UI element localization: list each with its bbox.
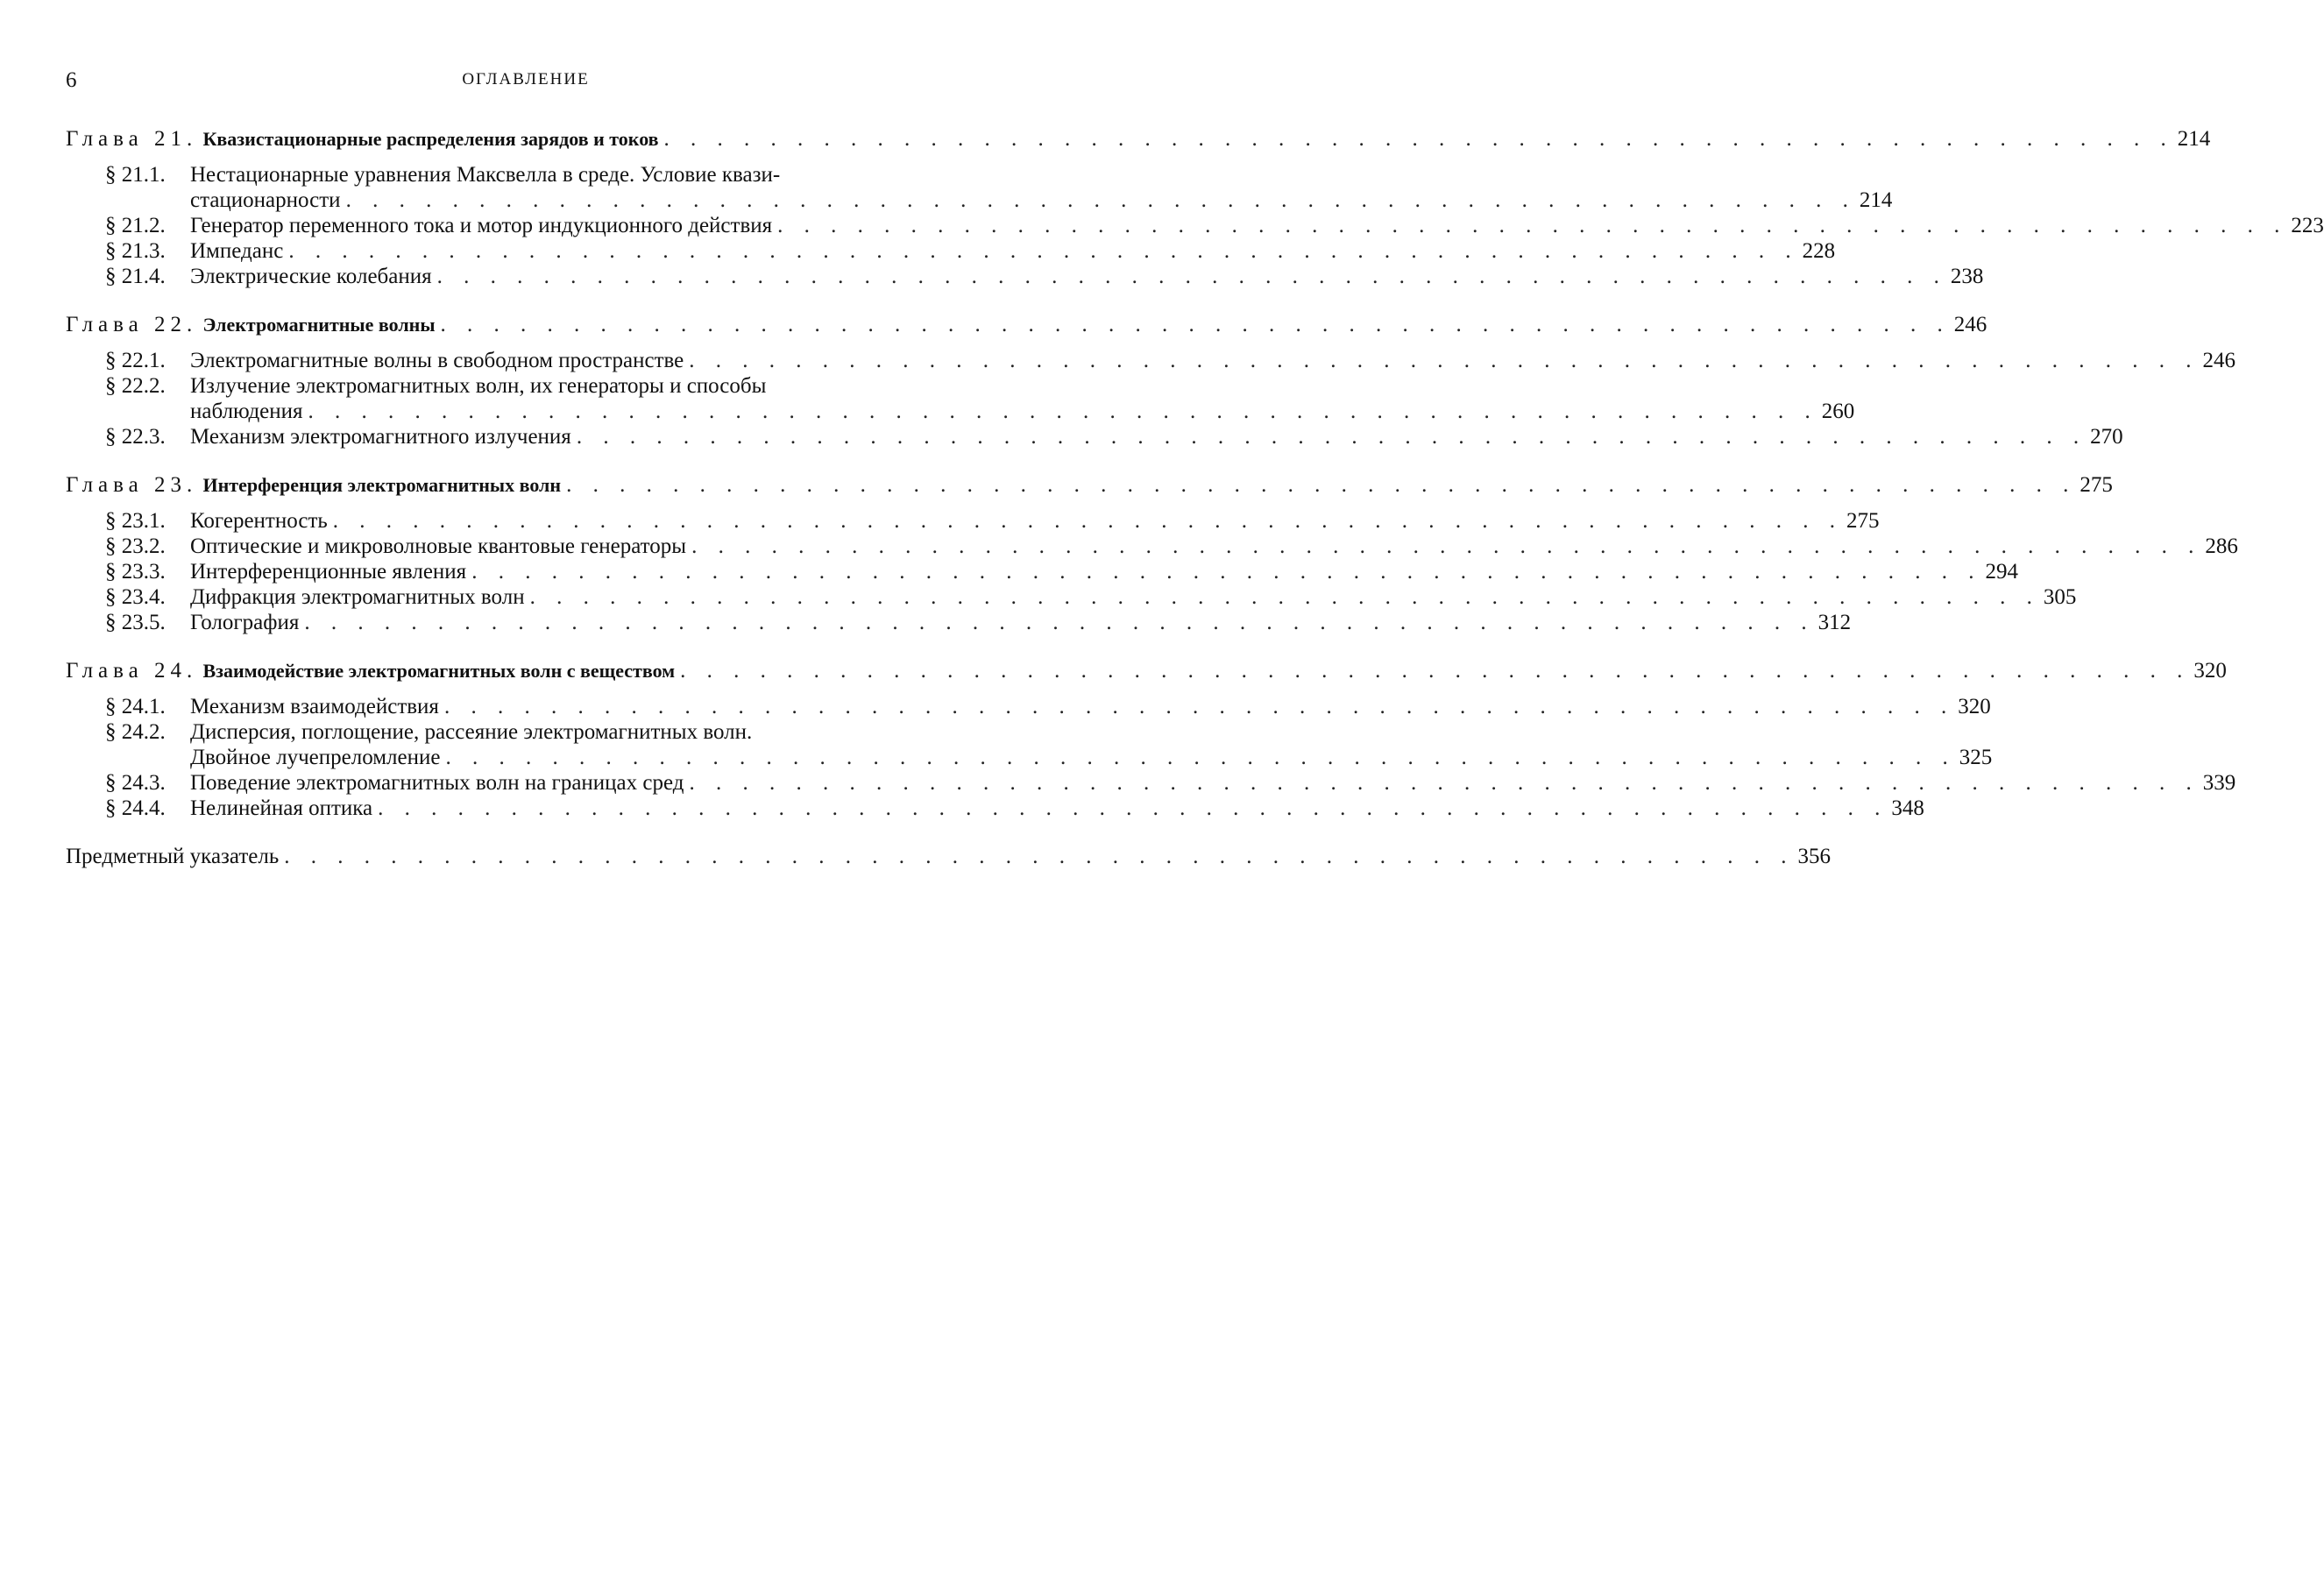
running-head: ОГЛАВЛЕНИЕ [462, 70, 590, 88]
page-number: 6 [66, 68, 77, 92]
toc-section [66, 770, 2236, 796]
toc-section [66, 694, 1991, 719]
toc-section [66, 796, 1924, 821]
section-number: § 24.4. [105, 796, 166, 820]
section-page: 228 [1802, 239, 1836, 263]
chapter-title: Взаимодействие электромагнитных волн с веществом [202, 660, 676, 682]
section-number: § 22.2. [105, 374, 166, 398]
section-number: § 23.3. [105, 560, 166, 584]
section-number: § 21.3. [105, 239, 166, 263]
toc-section [66, 238, 1836, 264]
chapter-heading [66, 658, 2227, 683]
section-page: 305 [2043, 585, 2077, 609]
section-title: Генератор переменного тока и мотор индукционного действия [190, 214, 773, 237]
toc-section [66, 264, 1984, 289]
section-number: § 23.4. [105, 585, 166, 609]
chapter-heading [66, 126, 2211, 152]
toc-section [66, 373, 1855, 424]
section-title: Дифракция электромагнитных волн [190, 585, 525, 609]
section-page: 339 [2202, 771, 2236, 795]
section-title: Голография [190, 611, 300, 634]
toc-section [66, 584, 2077, 610]
section-page: 325 [1959, 746, 1993, 769]
section-number: § 22.3. [105, 425, 166, 449]
chapter-page: 320 [2193, 659, 2227, 683]
section-title: Интерференционные явления [190, 560, 467, 584]
leader-dots: . . . . . . . . . . . . . . . . . . . . . . . . . . . . . . . . . . . . . . . . . . . . . . . . . . . . . . . . . [445, 746, 1956, 769]
leader-dots: . . . . . . . . . . . . . . . . . . . . . . . . . . . . . . . . . . . . . . . . . . . . . . . . . . . . . . . . . [288, 239, 1799, 263]
chapter-page: 246 [1953, 313, 1987, 336]
section-number: § 22.1. [105, 349, 166, 372]
leader-dots: . . . . . . . . . . . . . . . . . . . . . . . . . . . . . . . . . . . . . . . . . . . . . . . . . . . . . . . . . [443, 695, 1955, 718]
toc-section [66, 348, 2236, 373]
section-page: 320 [1958, 695, 1991, 718]
section-title: Нелинейная оптика [190, 796, 373, 820]
leader-dots: . . . . . . . . . . . . . . . . . . . . . . . . . . . . . . . . . . . . . . . . . . . . . . . . . . . . . . . . . [529, 585, 2040, 609]
chapter-prefix: Глава 21. [66, 127, 198, 151]
chapter-title: Электромагнитные волны [202, 314, 436, 336]
leader-dots: . . . . . . . . . . . . . . . . . . . . . . . . . . . . . . . . . . . . . . . . . . . . . . . . . . . . . . . . . [332, 509, 1844, 533]
section-page: 238 [1950, 265, 1984, 288]
section-title: Оптические и микроволновые квантовые генераторы [190, 534, 687, 558]
section-title: Импеданс [190, 239, 284, 263]
section-page: 275 [1846, 509, 1880, 533]
toc-section [66, 508, 1880, 534]
section-page: 260 [1821, 400, 1855, 423]
leader-dots: . . . . . . . . . . . . . . . . . . . . . . . . . . . . . . . . . . . . . . . . . . . . . . . . . . . . . . . . . [284, 845, 1795, 868]
section-title: Механизм электромагнитного излучения [190, 425, 571, 449]
section-title: Электромагнитные волны в свободном пространстве [190, 349, 684, 372]
leader-dots: . . . . . . . . . . . . . . . . . . . . . . . . . . . . . . . . . . . . . . . . . . . . . . . . . . . . . . . . . [566, 473, 2077, 497]
chapter-24 [66, 658, 2236, 821]
chapter-prefix: Глава 24. [66, 659, 198, 683]
leader-dots: . . . . . . . . . . . . . . . . . . . . . . . . . . . . . . . . . . . . . . . . . . . . . . . . . . . . . . . . . [436, 265, 1947, 288]
leader-dots: . . . . . . . . . . . . . . . . . . . . . . . . . . . . . . . . . . . . . . . . . . . . . . . . . . . . . . . . . [680, 659, 2191, 683]
section-page: 270 [2090, 425, 2123, 449]
section-title-line1: Нестационарные уравнения Максвелла в среде. Условие квази- [190, 163, 781, 187]
section-title: Электрические колебания [190, 265, 432, 288]
section-title-line2: Двойное лучепреломление [190, 746, 441, 769]
leader-dots: . . . . . . . . . . . . . . . . . . . . . . . . . . . . . . . . . . . . . . . . . . . . . . . . . . . . . . . . . [691, 534, 2202, 558]
section-page: 348 [1891, 796, 1924, 820]
section-number: § 23.2. [105, 534, 166, 558]
leader-dots: . . . . . . . . . . . . . . . . . . . . . . . . . . . . . . . . . . . . . . . . . . . . . . . . . . . . . . . . . [576, 425, 2087, 449]
chapter-prefix: Глава 23. [66, 473, 198, 497]
section-title-line2: стационарности [190, 188, 341, 212]
chapter-title: Квазистационарные распределения зарядов и токов [202, 128, 659, 150]
table-of-contents [66, 126, 2324, 869]
leader-dots: . . . . . . . . . . . . . . . . . . . . . . . . . . . . . . . . . . . . . . . . . . . . . . . . . . . . . . . . . [471, 560, 1982, 584]
leader-dots: . . . . . . . . . . . . . . . . . . . . . . . . . . . . . . . . . . . . . . . . . . . . . . . . . . . . . . . . . [304, 611, 1815, 634]
toc-section [66, 162, 1893, 213]
index-page: 356 [1797, 845, 1832, 868]
chapter-page: 214 [2177, 127, 2211, 151]
section-title: Поведение электромагнитных волн на границах сред [190, 771, 684, 795]
index-title: Предметный указатель [66, 845, 280, 868]
leader-dots: . . . . . . . . . . . . . . . . . . . . . . . . . . . . . . . . . . . . . . . . . . . . . . . . . . . . . . . . . [777, 214, 2288, 237]
chapter-page: 275 [2080, 473, 2113, 497]
chapter-prefix: Глава 22. [66, 313, 198, 336]
chapter-22 [66, 312, 2236, 449]
leader-dots: . . . . . . . . . . . . . . . . . . . . . . . . . . . . . . . . . . . . . . . . . . . . . . . . . . . . . . . . . [663, 127, 2174, 151]
section-title-line2: наблюдения [190, 400, 303, 423]
leader-dots: . . . . . . . . . . . . . . . . . . . . . . . . . . . . . . . . . . . . . . . . . . . . . . . . . . . . . . . . . [345, 188, 1856, 212]
leader-dots: . . . . . . . . . . . . . . . . . . . . . . . . . . . . . . . . . . . . . . . . . . . . . . . . . . . . . . . . . [308, 400, 1818, 423]
toc-section [66, 559, 2018, 584]
section-title-line1: Излучение электромагнитных волн, их генераторы и способы [190, 374, 767, 398]
leader-dots: . . . . . . . . . . . . . . . . . . . . . . . . . . . . . . . . . . . . . . . . . . . . . . . . . . . . . . . . . [378, 796, 1888, 820]
section-title-line1: Дисперсия, поглощение, рассеяние электромагнитных волн. [190, 720, 753, 744]
toc-section [66, 213, 2324, 238]
section-number: § 23.5. [105, 611, 166, 634]
section-number: § 24.3. [105, 771, 166, 795]
toc-section [66, 610, 1852, 635]
chapter-heading [66, 312, 1987, 337]
section-page: 223 [2291, 214, 2324, 237]
section-page: 286 [2205, 534, 2238, 558]
section-number: § 21.2. [105, 214, 166, 237]
chapter-title: Интерференция электромагнитных волн [202, 474, 562, 496]
subject-index-entry [66, 844, 1832, 869]
leader-dots: . . . . . . . . . . . . . . . . . . . . . . . . . . . . . . . . . . . . . . . . . . . . . . . . . . . . . . . . . [440, 313, 1951, 336]
chapter-21 [66, 126, 2324, 289]
section-page: 214 [1859, 188, 1893, 212]
section-number: § 24.1. [105, 695, 166, 718]
section-page: 312 [1817, 611, 1852, 634]
section-page: 294 [1985, 560, 2018, 584]
leader-dots: . . . . . . . . . . . . . . . . . . . . . . . . . . . . . . . . . . . . . . . . . . . . . . . . . . . . . . . . . [689, 771, 2200, 795]
section-number: § 21.1. [105, 163, 166, 187]
section-page: 246 [2202, 349, 2236, 372]
toc-section [66, 424, 2123, 449]
leader-dots: . . . . . . . . . . . . . . . . . . . . . . . . . . . . . . . . . . . . . . . . . . . . . . . . . . . . . . . . . [689, 349, 2200, 372]
section-number: § 21.4. [105, 265, 166, 288]
section-number: § 23.1. [105, 509, 166, 533]
section-title: Когерентность [190, 509, 328, 533]
toc-section [66, 719, 1993, 770]
section-title: Механизм взаимодействия [190, 695, 439, 718]
chapter-23 [66, 472, 2238, 635]
toc-section [66, 534, 2238, 559]
section-number: § 24.2. [105, 720, 166, 744]
chapter-heading [66, 472, 2113, 498]
